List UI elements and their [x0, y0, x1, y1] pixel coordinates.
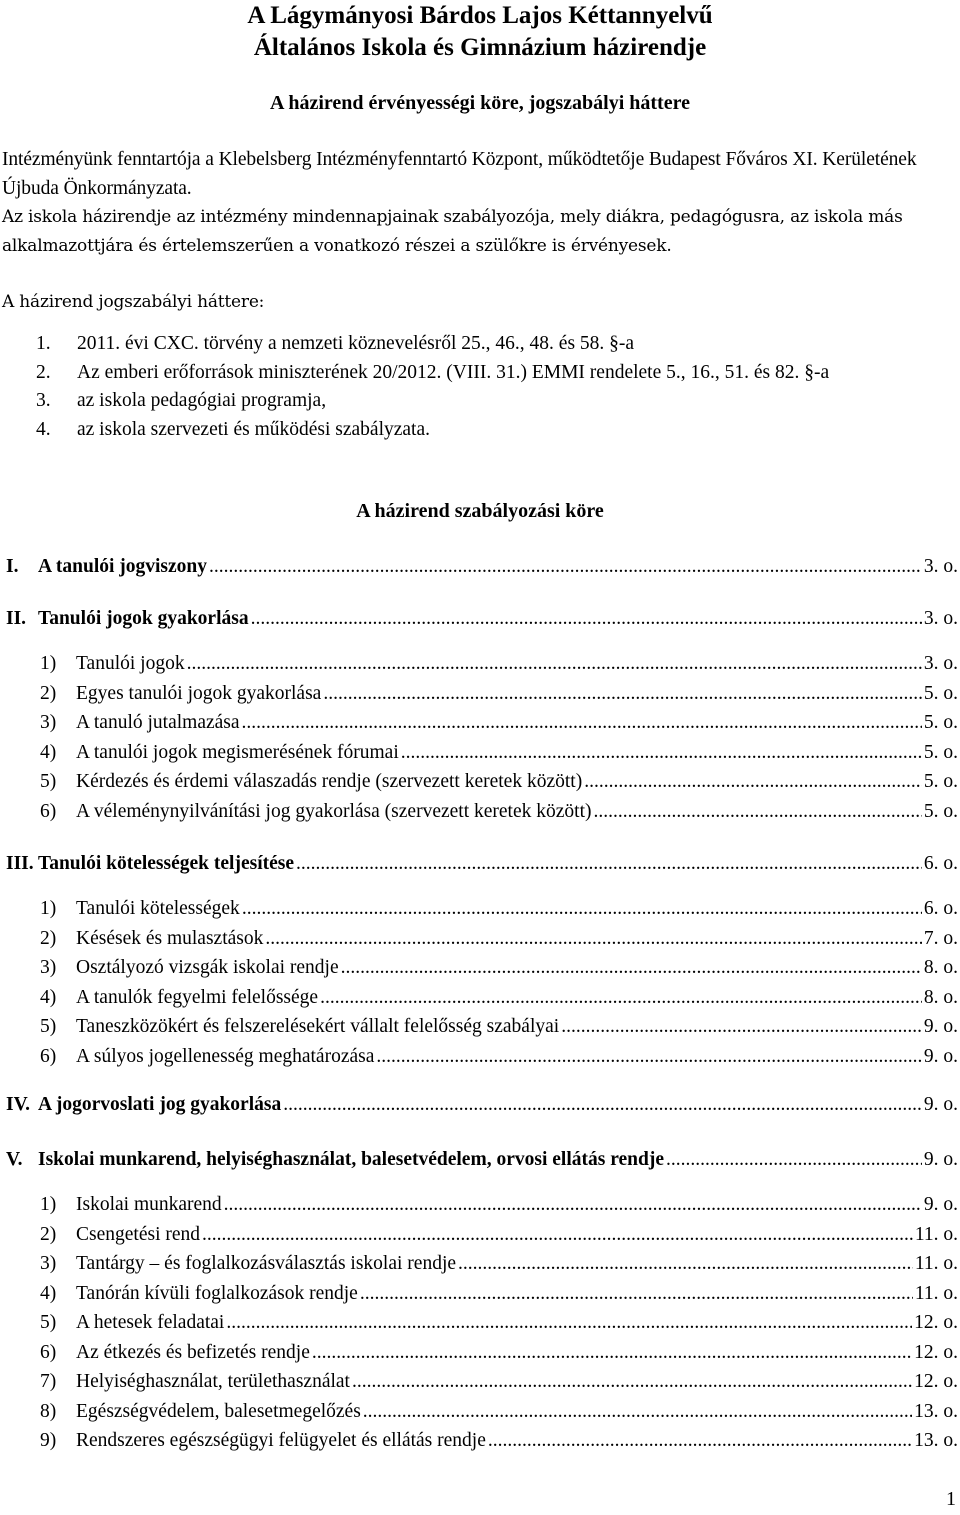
toc-entry-number: I. [6, 556, 19, 577]
toc-entry-number: 3) [40, 957, 57, 978]
toc-entry-number: 5) [40, 771, 57, 792]
toc-subsection-entry [40, 1340, 958, 1366]
toc-entry-title: Rendszeres egészségügyi felügyelet és ellátás rendje [76, 1430, 486, 1451]
toc-subsection-entry [40, 710, 958, 736]
toc-entry-page: 12. o. [914, 1341, 958, 1363]
toc-dot-leader [296, 851, 922, 877]
toc-entry-title: A tanulók fegyelmi felelőssége [76, 986, 319, 1008]
toc-entry-number: V. [6, 1149, 23, 1170]
toc-entry-page: 5. o. [923, 741, 958, 763]
list-item-number: 3. [36, 390, 51, 411]
toc-entry-page: 8. o. [923, 957, 958, 978]
toc-entry-title: Tanulói kötelességek [76, 898, 240, 919]
toc-entry-page: 9. o. [923, 1149, 958, 1170]
toc-entry-page: 3. o. [923, 653, 958, 674]
document-title-line1: A Lágymányosi Bárdos Lajos Kéttannyelvű [247, 2, 713, 29]
toc-dot-leader [584, 769, 922, 795]
toc-entry-title: A tanuló jutalmazása [76, 712, 240, 733]
list-item-text: 2011. évi CXC. törvény a nemzeti köznevelésről 25., 46., 48. és 58. §-a [77, 333, 635, 354]
legal-heading: A házirend jogszabályi háttere: [2, 292, 265, 312]
toc-subsection-entry [40, 955, 958, 981]
toc-subsection-entry [40, 1222, 958, 1248]
toc-dot-leader [593, 799, 921, 825]
toc-entry-page: 9. o. [923, 1016, 958, 1037]
toc-subsection-entry [40, 1399, 958, 1425]
toc-entry-title: Az étkezés és befizetés rendje [76, 1341, 310, 1363]
toc-dot-leader [360, 1281, 913, 1307]
toc-section-entry [6, 851, 958, 877]
toc-entry-title: Egyes tanulói jogok gyakorlása [76, 682, 322, 704]
toc-dot-leader [341, 955, 922, 981]
toc-entry-title: Iskolai munkarend [76, 1194, 222, 1215]
toc-section-entry [6, 606, 958, 632]
toc-entry-number: 6) [40, 800, 57, 822]
list-item-number: 1. [36, 333, 51, 354]
toc-entry-number: 4) [40, 986, 57, 1008]
toc-subsection-entry [40, 1310, 958, 1336]
toc-entry-page: 6. o. [923, 898, 958, 919]
list-item-text: Az emberi erőforrások miniszterének 20/2012. (VIII. 31.) EMMI rendelete 5., 16., 51. és 82. §-a [77, 361, 830, 383]
toc-entry-title: Késések és mulasztások [76, 927, 264, 949]
toc-entry-number: III. [6, 853, 34, 874]
toc-dot-leader [401, 740, 922, 766]
toc-entry-number: 4) [40, 741, 57, 763]
toc-dot-leader [312, 1340, 912, 1366]
toc-dot-leader [283, 1092, 922, 1118]
list-item [36, 416, 940, 445]
toc-entry-number: 5) [40, 1016, 57, 1037]
toc-dot-leader [458, 1251, 913, 1277]
toc-entry-title: Tanórán kívüli foglalkozások rendje [76, 1282, 358, 1304]
toc-dot-leader [226, 1310, 912, 1336]
toc-entry-title: Osztályozó vizsgák iskolai rendje [76, 957, 339, 978]
toc-dot-leader [323, 681, 922, 707]
toc-entry-page: 5. o. [923, 800, 958, 822]
toc-dot-leader [202, 1222, 913, 1248]
toc-entry-page: 6. o. [923, 853, 958, 874]
toc-subsection-entry [40, 1369, 958, 1395]
toc-entry-title: Csengetési rend [76, 1223, 201, 1245]
toc-subsection-entry [40, 1428, 958, 1454]
toc-section-entry [6, 1092, 958, 1118]
toc-subsection-entry [40, 985, 958, 1011]
toc-dot-leader [376, 1044, 922, 1070]
toc-dot-leader [242, 896, 922, 922]
toc-section-entry [6, 554, 958, 580]
list-item-number: 4. [36, 418, 51, 440]
toc-subsection-entry [40, 799, 958, 825]
toc-entry-page: 11. o. [914, 1253, 958, 1274]
toc-entry-title: A jogorvoslati jog gyakorlása [38, 1094, 282, 1115]
toc-entry-number: 2) [40, 682, 57, 704]
toc-subsection-entry [40, 1251, 958, 1277]
toc-entry-page: 9. o. [923, 1194, 958, 1215]
toc-subsection-entry [40, 1192, 958, 1218]
toc-entry-page: 12. o. [914, 1312, 958, 1333]
intro-paragraph-1: Intézményünk fenntartója a Klebelsberg Intézményfenntartó Központ, működtetője Budapest Főváros XI. Kerületének Újbuda Önkormányzata. [2, 149, 917, 199]
legal-list [36, 330, 940, 444]
toc-dot-leader [666, 1147, 922, 1173]
toc-dot-leader [251, 606, 922, 632]
toc-dot-leader [224, 1192, 922, 1218]
toc-subsection-entry [40, 926, 958, 952]
toc-subsection-entry [40, 681, 958, 707]
toc-section-entry [6, 1147, 958, 1173]
toc-dot-leader [265, 926, 922, 952]
toc-dot-leader [187, 651, 922, 677]
toc-entry-number: 8) [40, 1400, 57, 1422]
toc-entry-title: Helyiséghasználat, területhasználat [76, 1371, 350, 1392]
toc-entry-number: 1) [40, 898, 57, 919]
toc-dot-leader [320, 985, 922, 1011]
toc-heading: A házirend szabályozási köre [356, 500, 604, 522]
toc-entry-number: 6) [40, 1045, 57, 1067]
toc-subsection-entry [40, 1014, 958, 1040]
toc-subsection-entry [40, 896, 958, 922]
toc-entry-number: 1) [40, 653, 57, 674]
toc-entry-page: 3. o. [923, 608, 958, 629]
document-title-line2: Általános Iskola és Gimnázium házirendje [253, 34, 707, 61]
toc-entry-title: Tanulói jogok gyakorlása [38, 608, 249, 629]
toc-entry-number: 7) [40, 1371, 57, 1392]
toc-entry-number: 4) [40, 1282, 57, 1304]
toc-entry-page: 5. o. [923, 682, 958, 704]
list-item [36, 359, 940, 388]
toc-entry-page: 8. o. [923, 986, 958, 1008]
toc-entry-title: Tantárgy – és foglalkozásválasztás iskolai rendje [76, 1253, 457, 1274]
list-item-number: 2. [36, 361, 51, 383]
toc-entry-title: Tanulói kötelességek teljesítése [38, 853, 295, 874]
toc-subsection-entry [40, 651, 958, 677]
toc-entry-number: IV. [6, 1094, 31, 1115]
toc-entry-page: 9. o. [923, 1045, 958, 1067]
toc-entry-page: 5. o. [923, 771, 958, 792]
toc-entry-number: II. [6, 608, 27, 629]
toc-subsection-entry [40, 1044, 958, 1070]
toc-entry-number: 2) [40, 927, 57, 949]
toc-subsection-entry [40, 740, 958, 766]
list-item-text: az iskola szervezeti és működési szabályzata. [77, 418, 431, 440]
toc-subsection-entry [40, 1281, 958, 1307]
toc-dot-leader [352, 1369, 912, 1395]
toc-entry-number: 6) [40, 1341, 57, 1363]
list-item [36, 387, 940, 416]
toc-entry-page: 9. o. [923, 1094, 958, 1115]
toc-entry-number: 5) [40, 1312, 57, 1333]
toc-entry-title: Taneszközökért és felszerelésekért vállalt felelősség szabályai [76, 1016, 560, 1037]
toc-dot-leader [561, 1014, 922, 1040]
toc-entry-page: 13. o. [914, 1430, 958, 1451]
toc-entry-page: 11. o. [914, 1282, 958, 1304]
toc-entry-page: 7. o. [923, 927, 958, 949]
toc-entry-number: 3) [40, 712, 57, 733]
toc-dot-leader [209, 554, 922, 580]
toc-entry-title: Iskolai munkarend, helyiséghasználat, balesetvédelem, orvosi ellátás rendje [38, 1149, 664, 1170]
toc-subsection-entry [40, 769, 958, 795]
toc-entry-number: 2) [40, 1223, 57, 1245]
page-number: 1 [946, 1488, 956, 1510]
toc-entry-title: A tanulói jogviszony [38, 556, 208, 577]
toc-entry-title: A véleménynyilvánítási jog gyakorlása (szervezett keretek között) [76, 800, 592, 822]
toc-dot-leader [488, 1428, 912, 1454]
toc-dot-leader [242, 710, 922, 736]
toc-entry-title: A hetesek feladatai [76, 1312, 225, 1333]
toc-entry-number: 1) [40, 1194, 57, 1215]
section-heading: A házirend érvényességi köre, jogszabályi háttere [270, 92, 690, 114]
list-item [36, 330, 940, 359]
toc-entry-page: 12. o. [914, 1371, 958, 1392]
toc-entry-title: Tanulói jogok [76, 653, 185, 674]
toc-entry-title: Kérdezés és érdemi válaszadás rendje (szervezett keretek között) [76, 771, 583, 792]
toc-entry-title: A tanulói jogok megismerésének fórumai [76, 741, 399, 763]
intro-paragraph-2: Az iskola házirendje az intézmény mindennapjainak szabályozója, mely diákra, pedagógusra, az iskola más alkalmazottjára és értelemszerűen a vonatkozó részei a szülőkre is érvényesek. [2, 207, 903, 256]
toc-entry-title: A súlyos jogellenesség meghatározása [76, 1045, 375, 1067]
toc-entry-page: 5. o. [923, 712, 958, 733]
toc-entry-page: 13. o. [914, 1400, 958, 1422]
list-item-text: az iskola pedagógiai programja, [77, 390, 327, 411]
toc-entry-number: 3) [40, 1253, 57, 1274]
toc-entry-number: 9) [40, 1430, 57, 1451]
toc-dot-leader [363, 1399, 912, 1425]
toc-entry-page: 11. o. [914, 1223, 958, 1245]
toc-entry-title: Egészségvédelem, balesetmegelőzés [76, 1400, 361, 1422]
toc-entry-page: 3. o. [923, 556, 958, 577]
